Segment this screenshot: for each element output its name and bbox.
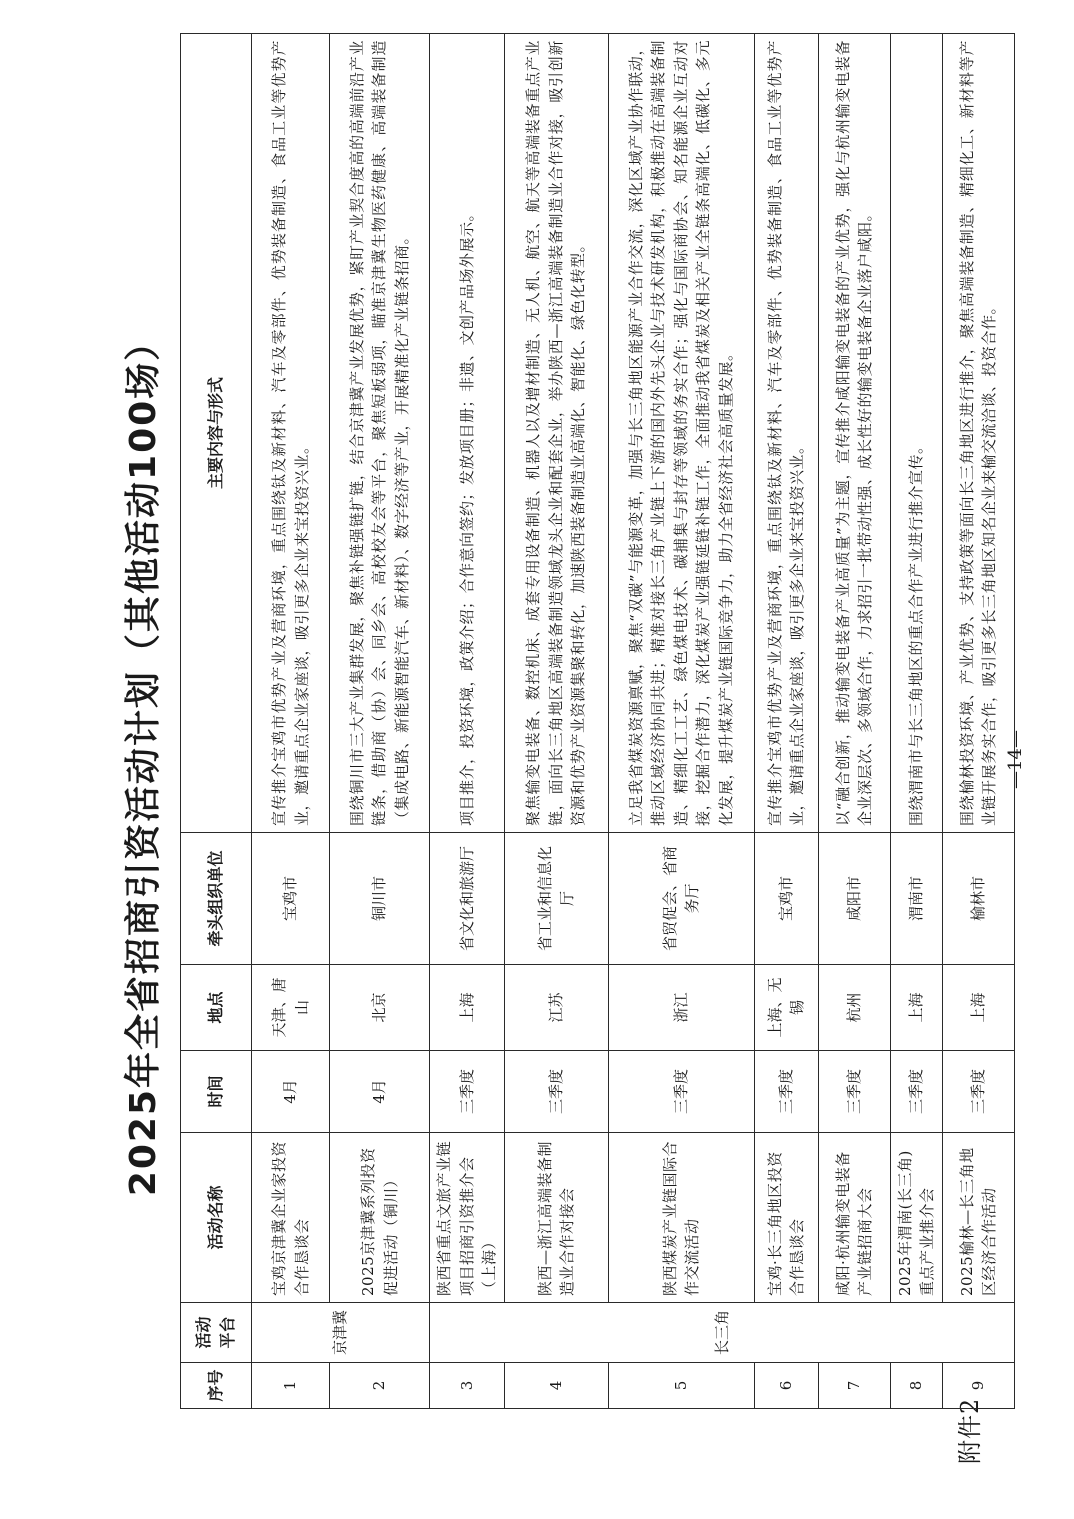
cell-content: 项目推介，投资环境，政策介绍；合作意向签约；发放项目册；非遗、文创产品场外展示。 bbox=[430, 34, 505, 833]
cell-content: 围绕榆林投资环境、产业优势、支持政策等面向长三角地区进行推介，聚焦高端装备制造、精细化工、新材料等产业链开展务实合作，吸引更多长三角地区知名企业来榆交流洽谈、投资合作。 bbox=[942, 34, 1014, 833]
table-row bbox=[608, 34, 754, 1409]
cell-no: 3 bbox=[430, 1363, 505, 1409]
cell-location: 北京 bbox=[330, 965, 430, 1051]
attachment-label: 附件2 bbox=[956, 1397, 984, 1464]
cell-lead: 铜川市 bbox=[330, 833, 430, 965]
cell-content: 立足我省煤炭资源禀赋，聚焦“双碳”与能源变革，加强与长三角地区能源产业合作交流，深化区域产业协作联动，推动区域经济协同共进；精准对接长三角产业链上下游的国内外先头企业与技术研发机构，积极推动在高端装备制造、精细化工工艺、绿色煤电技术、碳捕集与封存等领域的务实合作；强化与国际商协会、知名能源企业互动对接，挖掘合作潜力，深化煤炭产业强链延链补链工作，全面推动我省煤炭及相关产业全链条高端化、低碳化、多元化发展，提升煤炭产业链国际竞争力，助力全省经济社会高质量发展。 bbox=[608, 34, 754, 833]
table-row bbox=[890, 34, 942, 1409]
cell-name: 咸阳·杭州输变电装备产业链招商大会 bbox=[818, 1133, 890, 1303]
page-title: 2025年全省招商引资活动计划（其他活动100场） bbox=[123, 322, 164, 1197]
cell-name: 陕西—浙江高端装备制造业合作对接会 bbox=[504, 1133, 608, 1303]
cell-content: 以“融合创新，推动输变电装备产业高质量”为主题，宣传推介咸阳输变电装备的产业优势，强化与杭州输变电装备企业深层次、多领域合作，力求招引一批带动性强、成长性好的输变电装备企业落户咸阳。 bbox=[818, 34, 890, 833]
cell-content: 宣传推介宝鸡市优势产业及营商环境，重点围绕钛及新材料、汽车及零部件、优势装备制造、食品工业等优势产业，邀请重点企业家座谈，吸引更多企业来宝投资兴业。 bbox=[252, 34, 330, 833]
cell-location: 上海 bbox=[890, 965, 942, 1051]
cell-no: 8 bbox=[890, 1363, 942, 1409]
table-row bbox=[818, 34, 890, 1409]
header-location: 地点 bbox=[181, 965, 252, 1051]
cell-no: 1 bbox=[252, 1363, 330, 1409]
cell-no: 6 bbox=[754, 1363, 818, 1409]
cell-content: 宣传推介宝鸡市优势产业及营商环境，重点围绕钛及新材料、汽车及零部件、优势装备制造、食品工业等优势产业，邀请重点企业家座谈，吸引更多企业来宝投资兴业。 bbox=[754, 34, 818, 833]
cell-time: 三季度 bbox=[754, 1051, 818, 1133]
header-time: 时间 bbox=[181, 1051, 252, 1133]
cell-location: 浙江 bbox=[608, 965, 754, 1051]
cell-time: 三季度 bbox=[504, 1051, 608, 1133]
platform-jingjinji: 京津冀 bbox=[252, 1303, 430, 1363]
cell-location: 江苏 bbox=[504, 965, 608, 1051]
page-number: —14— bbox=[1005, 730, 1026, 789]
table-row bbox=[754, 34, 818, 1409]
cell-name: 宝鸡·长三角地区投资合作恳谈会 bbox=[754, 1133, 818, 1303]
cell-name: 2025榆林—长三角地区经济合作活动 bbox=[942, 1133, 1014, 1303]
table-row bbox=[330, 34, 430, 1409]
cell-lead: 省工业和信息化厅 bbox=[504, 833, 608, 965]
activity-plan-table bbox=[180, 33, 1015, 1409]
cell-content: 围绕渭南市与长三角地区的重点合作产业进行推介宣传。 bbox=[890, 34, 942, 833]
cell-time: 三季度 bbox=[890, 1051, 942, 1133]
cell-lead: 省贸促会、省商务厅 bbox=[608, 833, 754, 965]
cell-time: 三季度 bbox=[818, 1051, 890, 1133]
cell-no: 7 bbox=[818, 1363, 890, 1409]
header-content: 主要内容与形式 bbox=[181, 34, 252, 833]
cell-location: 上海 bbox=[430, 965, 505, 1051]
cell-name: 2025年渭南(长三角)重点产业推介会 bbox=[890, 1133, 942, 1303]
table-row bbox=[252, 34, 330, 1409]
table-header-row bbox=[181, 34, 252, 1409]
cell-content: 聚焦输变电装备、数控机床、成套专用设备制造、机器人以及增材制造、无人机、航空、航天等高端装备重点产业链，面向长三角地区高端装备制造领域龙头企业和配套企业，举办陕西—浙江高端装备制造业合作对接，吸引创新资源和优势产业资源集聚和转化，加速陕西装备制造业高端化、智能化、绿色化转型。 bbox=[504, 34, 608, 833]
table-row bbox=[942, 34, 1014, 1409]
cell-name: 陕西省重点文旅产业链项目招商引资推介会（上海） bbox=[430, 1133, 505, 1303]
cell-lead: 榆林市 bbox=[942, 833, 1014, 965]
cell-time: 三季度 bbox=[430, 1051, 505, 1133]
cell-lead: 省文化和旅游厅 bbox=[430, 833, 505, 965]
cell-no: 2 bbox=[330, 1363, 430, 1409]
cell-location: 杭州 bbox=[818, 965, 890, 1051]
cell-lead: 宝鸡市 bbox=[754, 833, 818, 965]
header-lead: 牵头组织单位 bbox=[181, 833, 252, 965]
cell-time: 三季度 bbox=[942, 1051, 1014, 1133]
header-name: 活动名称 bbox=[181, 1133, 252, 1303]
cell-time: 4月 bbox=[252, 1051, 330, 1133]
cell-time: 4月 bbox=[330, 1051, 430, 1133]
cell-location: 上海、无锡 bbox=[754, 965, 818, 1051]
cell-content: 围绕铜川市三大产业集群发展，聚焦补链强链扩链，结合京津冀产业发展优势，紧盯产业契合度高的高端前沿产业链条，借助商（协）会、同乡会、高校校友会等平台，聚焦短板弱项，瞄准京津冀生物医药健康、高端装备制造（集成电路、新能源智能汽车、新材料）、数字经济等产业，开展精准化产业链条招商。 bbox=[330, 34, 430, 833]
cell-location: 上海 bbox=[942, 965, 1014, 1051]
cell-time: 三季度 bbox=[608, 1051, 754, 1133]
cell-lead: 咸阳市 bbox=[818, 833, 890, 965]
cell-lead: 渭南市 bbox=[890, 833, 942, 965]
cell-location: 天津、唐山 bbox=[252, 965, 330, 1051]
cell-no: 4 bbox=[504, 1363, 608, 1409]
platform-changsanjiao: 长三角 bbox=[430, 1303, 1015, 1363]
cell-lead: 宝鸡市 bbox=[252, 833, 330, 965]
cell-name: 宝鸡京津冀企业家投资合作恳谈会 bbox=[252, 1133, 330, 1303]
header-no: 序号 bbox=[181, 1363, 252, 1409]
cell-name: 陕西煤炭产业链国际合作交流活动 bbox=[608, 1133, 754, 1303]
header-platform: 活动平台 bbox=[181, 1303, 252, 1363]
cell-no: 9 bbox=[942, 1363, 1014, 1409]
cell-name: 2025京津冀系列投资促进活动（铜川） bbox=[330, 1133, 430, 1303]
table-row bbox=[430, 34, 505, 1409]
table-row bbox=[504, 34, 608, 1409]
cell-no: 5 bbox=[608, 1363, 754, 1409]
